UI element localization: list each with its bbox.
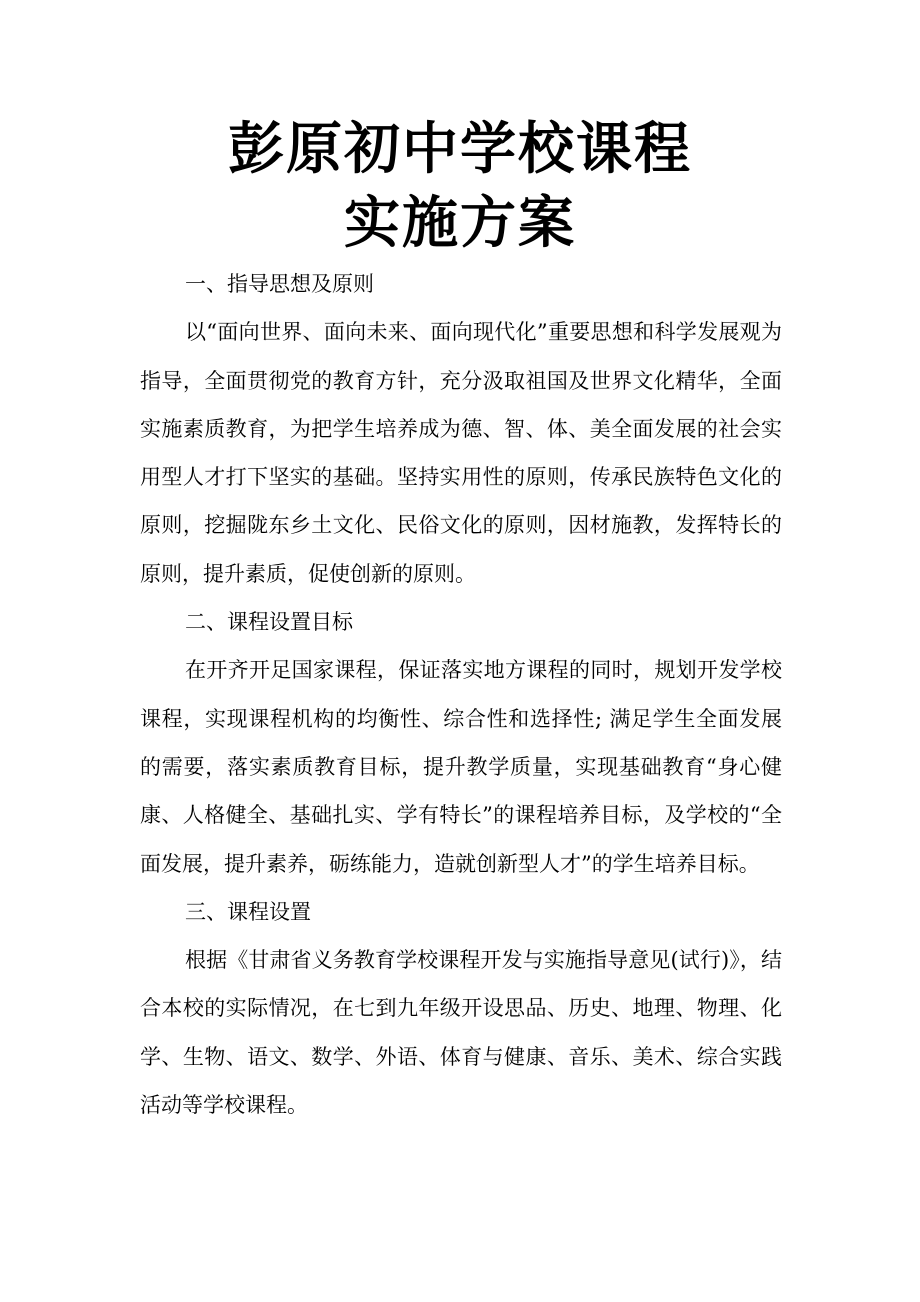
section-paragraph-curriculum-setup: 根据《甘肃省义务教育学校课程开发与实施指导意见(试行)》，结合本校的实际情况，在七到九年级开设思品、历史、地理、物理、化学、生物、语文、数学、外语、体育与健康、音乐、美术、综合实践活动等学校课程。: [140, 948, 782, 1118]
section-paragraph-curriculum-goals: 在开齐开足国家课程，保证落实地方课程的同时，规划开发学校课程，实现课程机构的均衡性、综合性和选择性; 满足学生全面发展的需要，落实素质教育目标，提升教学质量，实现基础教育“身心健康、人格健全、基础扎实、学有特长”的课程培养目标，及学校的“全面发展，提升素养，砺练能力，造就创新型人才”的学生培养目标。: [140, 658, 782, 876]
section-paragraph-guiding-principles: 以“面向世界、面向未来、面向现代化”重要思想和科学发展观为指导，全面贯彻党的教育方针，充分汲取祖国及世界文化精华，全面实施素质教育，为把学生培养成为德、智、体、美全面发展的社会实用型人才打下坚实的基础。坚持实用性的原则，传承民族特色文化的原则，挖掘陇东乡土文化、民俗文化的原则，因材施教，发挥特长的原则，提升素质，促使创新的原则。: [140, 320, 782, 586]
document-title-line-1: 彭原初中学校课程: [228, 117, 692, 182]
document-body: [140, 260, 782, 1129]
section-heading-guiding-principles: 一、指导思想及原则: [185, 272, 374, 296]
section-heading-curriculum-goals: 二、课程设置目标: [185, 610, 353, 635]
document-title-line-2: 实施方案: [344, 191, 576, 256]
section-heading-curriculum-setup: 三、课程设置: [185, 899, 311, 924]
